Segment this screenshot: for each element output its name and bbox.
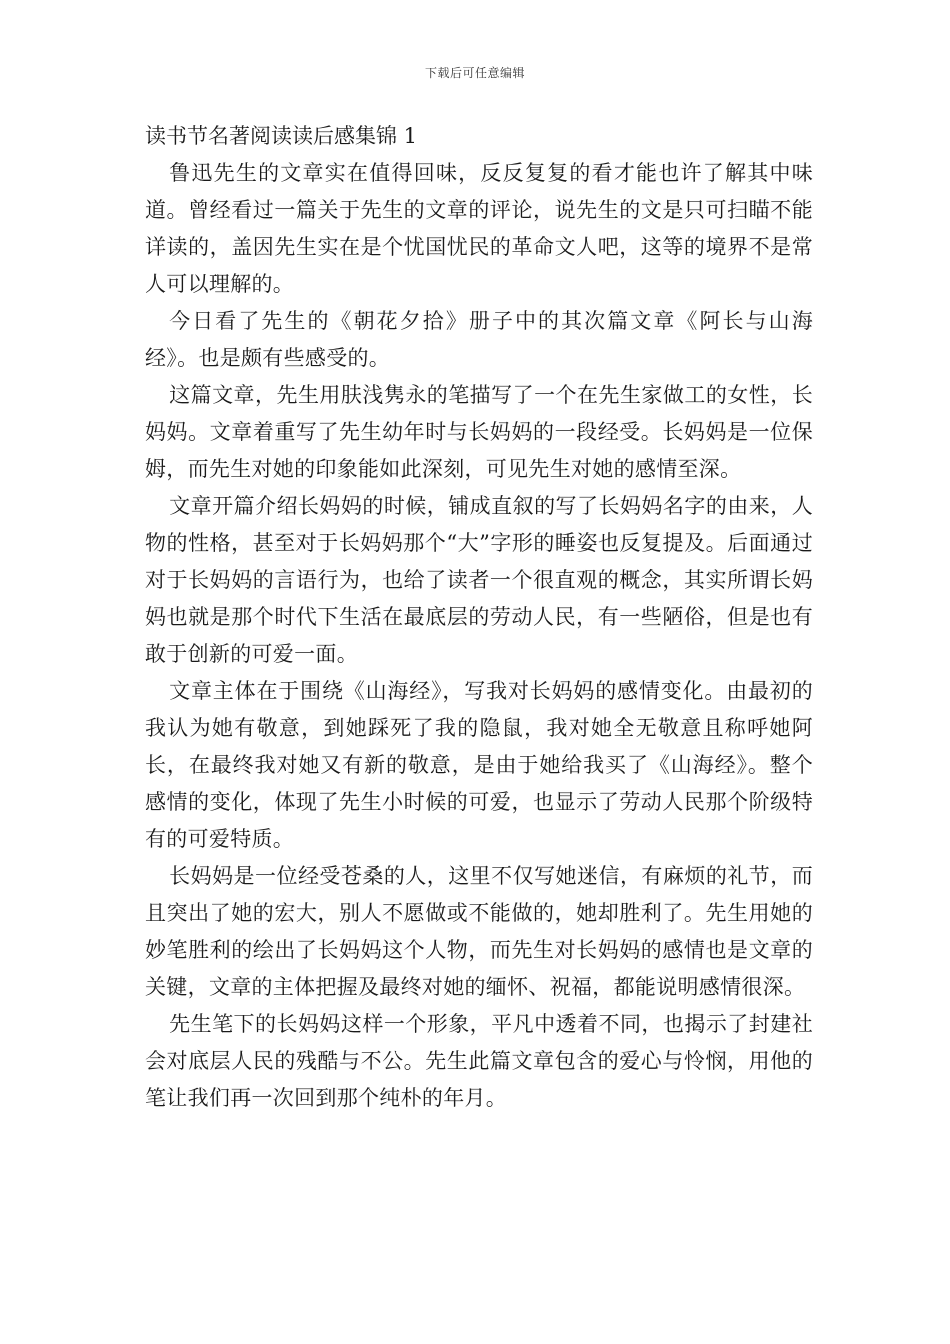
paragraph-6: 长妈妈是一位经受苍桑的人，这里不仅写她迷信，有麻烦的礼节，而且突出了她的宏大，别人不愿做或不能做的，她却胜利了。先生用她的妙笔胜利的绘出了长妈妈这个人物，而先生对长妈妈的感情也是文章的关键，文章的主体把握及最终对她的缅怀、祝福，都能说明感情很深。 (145, 864, 813, 999)
paragraph-7: 先生笔下的长妈妈这样一个形象，平凡中透着不同，也揭示了封建社会对底层人民的残酷与不公。先生此篇文章包含的爱心与怜悯，用他的笔让我们再一次回到那个纯朴的年月。 (145, 1012, 813, 1110)
paragraph-2: 今日看了先生的《朝花夕拾》册子中的其次篇文章《阿长与山海经》。也是颇有些感受的。 (145, 309, 813, 370)
paragraph-1: 鲁迅先生的文章实在值得回味，反反复复的看才能也许了解其中味道。曾经看过一篇关于先生的文章的评论，说先生的文是只可扫瞄不能详读的，盖因先生实在是个忧国忧民的革命文人吧，这等的境界不是常人可以理解的。 (145, 161, 813, 296)
paragraph-4: 文章开篇介绍长妈妈的时候，铺成直叙的写了长妈妈名字的由来，人物的性格，甚至对于长妈妈那个“大”字形的睡姿也反复提及。后面通过对于长妈妈的言语行为，也给了读者一个很直观的概念，其实所谓长妈妈也就是那个时代下生活在最底层的劳动人民，有一些陋俗，但是也有敢于创新的可爱一面。 (145, 494, 813, 666)
document-title: 读书节名著阅读读后感集锦 1 (145, 124, 418, 148)
paragraph-3: 这篇文章，先生用肤浅隽永的笔描写了一个在先生家做工的女性，长妈妈。文章着重写了先生幼年时与长妈妈的一段经受。长妈妈是一位保姆，而先生对她的印象能如此深刻，可见先生对她的感情至深。 (145, 383, 813, 481)
document-body (145, 118, 813, 1117)
paragraph-5: 文章主体在于围绕《山海经》，写我对长妈妈的感情变化。由最初的我认为她有敬意，到她踩死了我的隐鼠，我对她全无敬意且称呼她阿长，在最终我对她又有新的敬意，是由于她给我买了《山海经》。整个感情的变化，体现了先生小时候的可爱，也显示了劳动人民那个阶级特有的可爱特质。 (145, 679, 813, 851)
page-header: 下载后可任意编辑 (424, 66, 525, 80)
